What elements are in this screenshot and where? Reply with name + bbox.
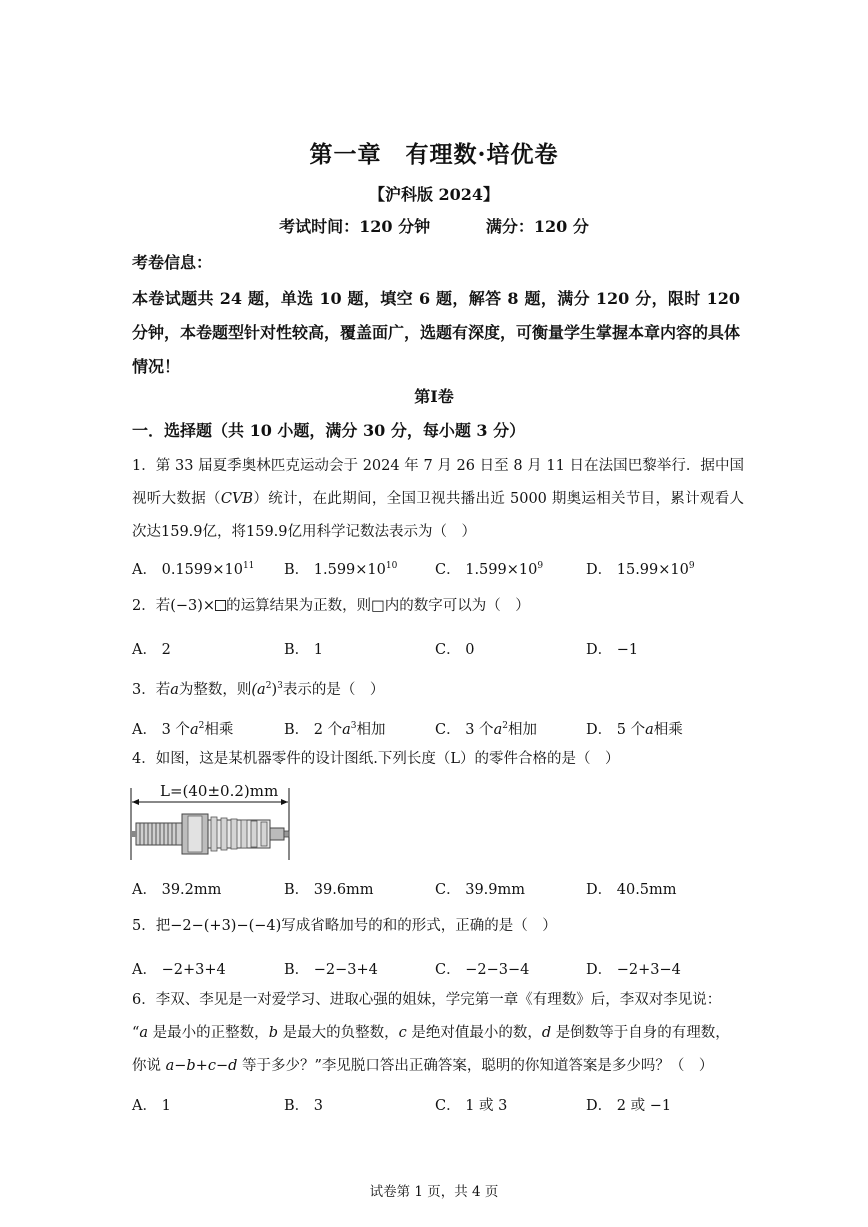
question-6-line-3: 你说 a−b+c−d 等于多少？”李见脱口答出正确答案，聪明的你知道答案是多少吗？（ ） <box>132 1058 714 1074</box>
question-6 <box>132 984 752 1083</box>
info-body: 本卷试题共 24 题，单选 10 题，填空 6 题，解答 8 题，满分 120 分，限时 120 分钟，本卷题型针对性较高，覆盖面广，选题有深度，可衡量学生掌握本章内容的具体情况！ <box>132 289 741 376</box>
option-a[interactable]: A． 39.2mm <box>132 882 222 898</box>
option-d[interactable]: D． −2+3−4 <box>586 962 681 978</box>
page-footer: 试卷第 1 页，共 4 页 <box>369 1184 499 1200</box>
question-5: 5．把−2−(+3)−(−4)写成省略加号的和的形式，正确的是（ ） <box>132 918 557 934</box>
blank-square-icon <box>215 600 226 611</box>
question-1 <box>132 450 744 549</box>
option-b[interactable]: B． 2 个$a^3$相加 <box>284 721 386 738</box>
volume-heading: 第Ⅰ卷 <box>414 387 454 406</box>
full-score: 满分：120 分 <box>485 217 589 236</box>
question-3-expr: $(a^2)^3$ <box>251 681 283 698</box>
question-2-expr: (−3)× <box>170 598 216 614</box>
question-1-abbr: CVB <box>220 491 254 507</box>
option-c[interactable]: C． $1.599\times 10^9$ <box>435 561 544 578</box>
question-4: 4．如图，这是某机器零件的设计图纸.下列长度（L）的零件合格的是（ ） <box>132 751 620 767</box>
option-a[interactable]: A． 2 <box>132 642 171 658</box>
option-d[interactable]: D． 2 或 −1 <box>586 1098 672 1114</box>
question-1-text-post: ）统计，在此期间，全国卫视共播出近 5000 期奥运相关节目，累计观看人次达159.9亿，将159.9亿用科学记数法表示为（ ） <box>132 491 744 540</box>
option-a[interactable]: A． 3 个$a^2$相乘 <box>132 721 234 738</box>
spark-plug-figure <box>128 780 298 864</box>
question-6-line-2: “a 是最小的正整数，b 是最大的负整数，c 是绝对值最小的数，d 是倒数等于自身的有理数， <box>132 1025 730 1041</box>
option-b[interactable]: B． $1.599\times 10^{10}$ <box>284 561 398 578</box>
option-d[interactable]: D． 5 个a相乘 <box>586 722 683 738</box>
question-6-options <box>132 1094 752 1120</box>
edition-subtitle: 【沪科版 2024】 <box>368 185 500 204</box>
option-b[interactable]: B． −2−3+4 <box>284 962 378 978</box>
info-heading: 考卷信息： <box>132 253 213 272</box>
option-c[interactable]: C． −2−3−4 <box>435 962 530 978</box>
option-d[interactable]: D． 40.5mm <box>586 882 677 898</box>
question-1-options <box>132 558 752 584</box>
question-1-text-pre: 1．第 33 届夏季奥林匹克运动会于 2024 年 7 月 26 日至 8 月 11 日在法国巴黎举行．据中国视听大数据（ <box>132 458 744 507</box>
question-2-options <box>132 638 752 664</box>
option-c[interactable]: C． 0 <box>435 642 475 658</box>
page-title: 第一章 有理数·培优卷 <box>309 141 559 168</box>
question-5-expr: −2−(+3)−(−4) <box>170 918 282 934</box>
option-a[interactable]: A． −2+3+4 <box>132 962 226 978</box>
question-3: 3．若a为整数，则$(a^2)^3$表示的是（ ） <box>132 681 385 698</box>
option-c[interactable]: C． 39.9mm <box>435 882 526 898</box>
exam-meta <box>0 214 868 237</box>
exam-time: 考试时间：120 分钟 <box>279 217 431 236</box>
option-d[interactable]: D． $15.99\times 10^9$ <box>586 561 695 578</box>
option-b[interactable]: B． 3 <box>284 1098 323 1114</box>
option-c[interactable]: C． 1 或 3 <box>435 1098 508 1114</box>
option-a[interactable]: A． $0.1599\times 10^{11}$ <box>132 561 255 578</box>
option-d[interactable]: D． −1 <box>586 642 639 658</box>
spark-plug-drawing <box>128 780 298 864</box>
option-c[interactable]: C． 3 个$a^2$相加 <box>435 721 537 738</box>
section-heading: 一．选择题（共 10 小题，满分 30 分，每小题 3 分） <box>132 421 526 440</box>
option-a[interactable]: A． 1 <box>132 1098 171 1114</box>
question-4-options <box>132 878 752 904</box>
option-b[interactable]: B． 39.6mm <box>284 882 374 898</box>
figure-dimension-label: L=(40±0.2)mm <box>160 782 279 800</box>
option-b[interactable]: B． 1 <box>284 642 323 658</box>
question-6-line-1: 6．李双、李见是一对爱学习、进取心强的姐妹，学完第一章《有理数》后，李双对李见说： <box>132 992 722 1008</box>
question-5-options <box>132 958 752 984</box>
question-3-options <box>132 718 752 744</box>
question-2: 2．若(−3)× 的运算结果为正数，则□内的数字可以为（ ） <box>132 598 530 614</box>
